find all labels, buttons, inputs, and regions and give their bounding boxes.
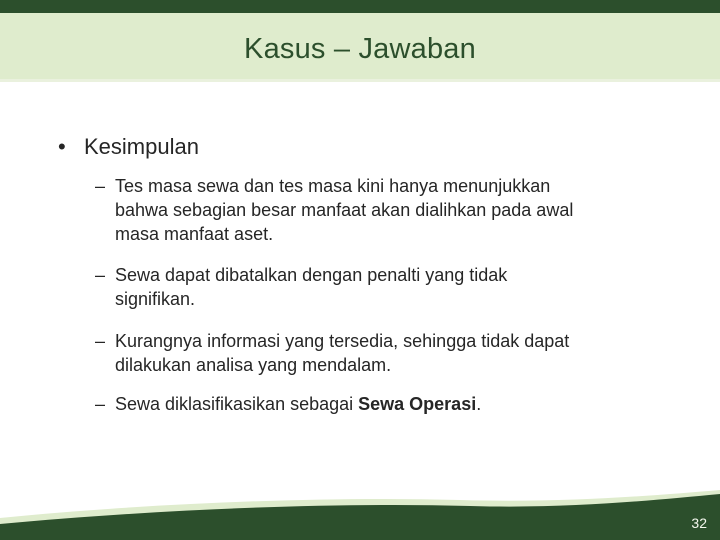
footer-wave <box>0 490 720 540</box>
sub-bullet-4-suffix: . <box>476 394 482 414</box>
dash-mark: – <box>95 331 106 351</box>
bullet-mark: • <box>58 134 66 159</box>
sub-bullet-4-prefix: Sewa diklasifikasikan sebagai <box>115 394 359 414</box>
sub-bullet-1-line-2: bahwa sebagian besar manfaat akan dialihkan pada awal <box>115 200 574 220</box>
sub-bullet-1-line-1: Tes masa sewa dan tes masa kini hanya menunjukkan <box>115 176 551 196</box>
dash-mark: – <box>95 176 106 196</box>
page-number: 32 <box>691 515 707 531</box>
sub-bullet-2-line-2: signifikan. <box>115 289 196 309</box>
sub-bullet-3-line-1: Kurangnya informasi yang tersedia, sehingga tidak dapat <box>115 331 570 351</box>
footer-band <box>0 490 720 540</box>
dash-mark: – <box>95 394 106 414</box>
slide-title: Kasus – Jawaban <box>244 33 476 65</box>
sub-bullet-1-line-3: masa manfaat aset. <box>115 224 274 244</box>
dash-mark: – <box>95 265 106 285</box>
sub-bullet-2-line-1: Sewa dapat dibatalkan dengan penalti yang tidak <box>115 265 508 285</box>
sub-bullet-3-line-2: dilakukan analisa yang mendalam. <box>115 355 392 375</box>
sub-bullet-4-line-1 <box>115 392 481 416</box>
sub-bullet-4-bold: Sewa Operasi <box>358 394 477 414</box>
main-bullet-text: Kesimpulan <box>84 134 199 159</box>
